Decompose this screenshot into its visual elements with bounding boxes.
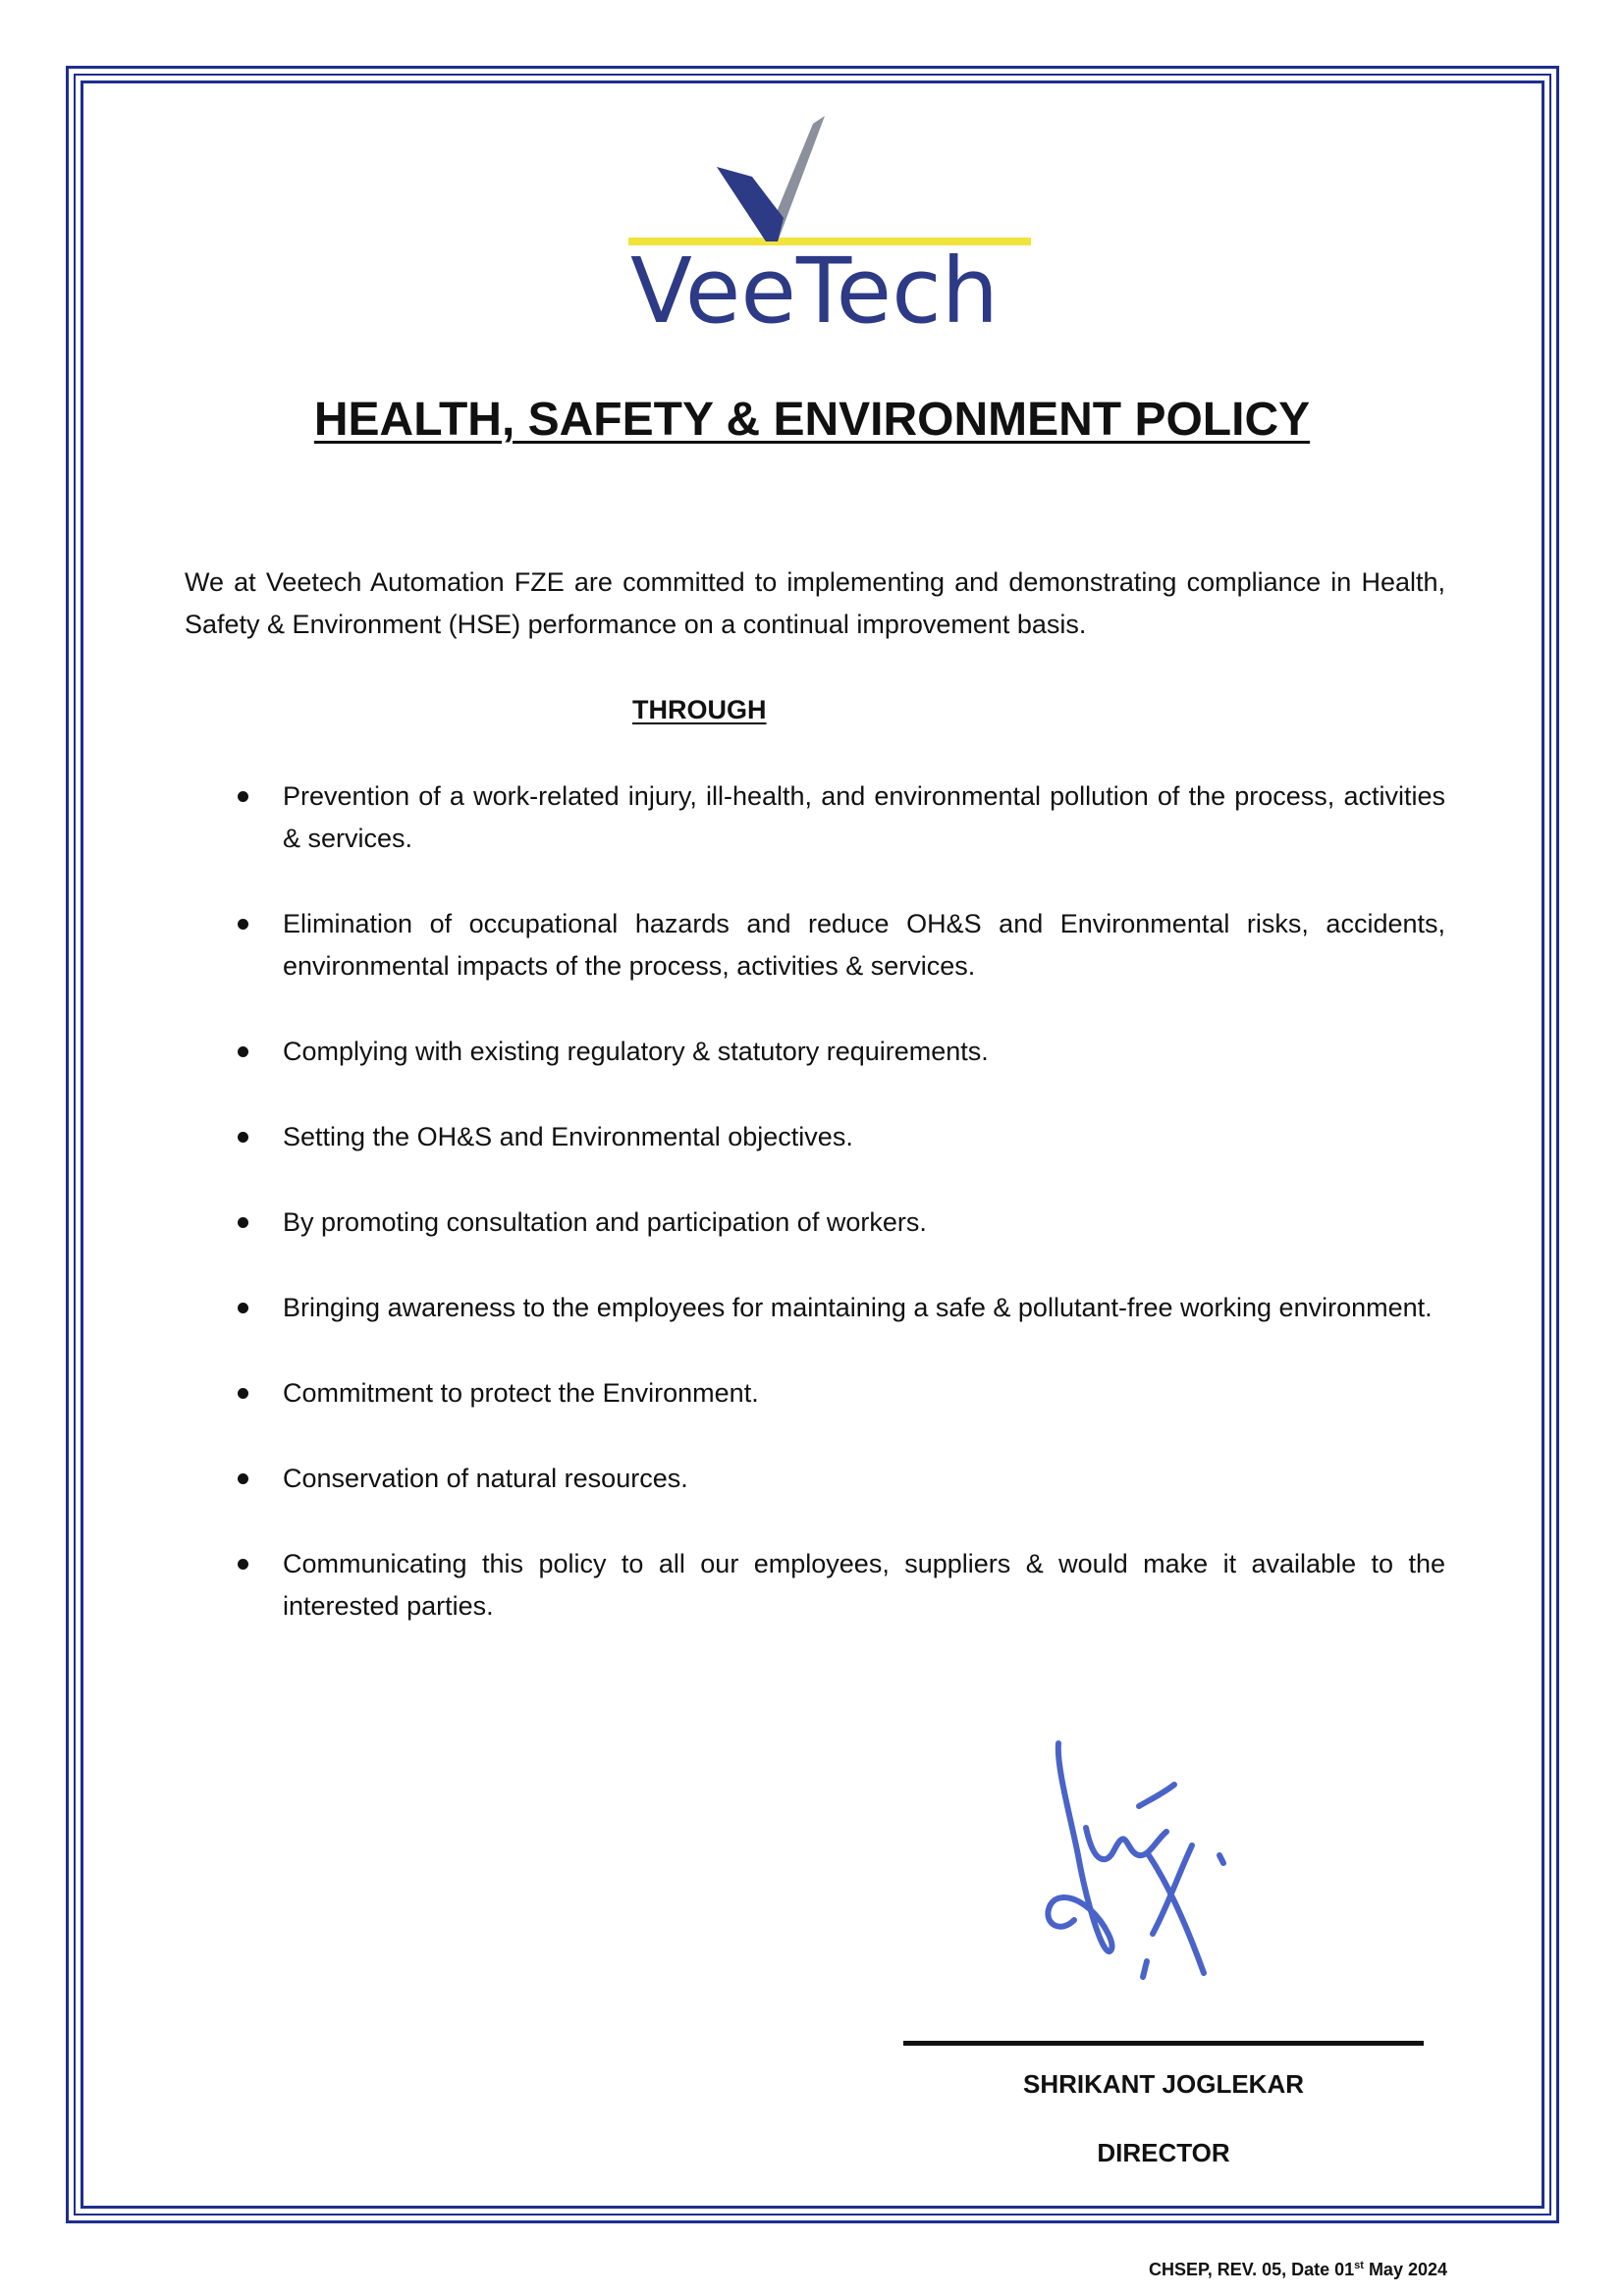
footer-ordinal: st [1354, 2260, 1364, 2271]
veetech-logo [619, 116, 1031, 342]
list-item: Conservation of natural resources. [185, 1458, 1445, 1500]
footer-suffix: May 2024 [1363, 2260, 1447, 2279]
bullet-icon [238, 1217, 248, 1228]
page-title: HEALTH, SAFETY & ENVIRONMENT POLICY [313, 394, 1311, 446]
list-item: Complying with existing regulatory & statutory requirements. [185, 1031, 1445, 1073]
logo-wordmark: VeeTech [630, 239, 1000, 342]
list-item: Commitment to protect the Environment. [185, 1372, 1445, 1415]
signatory-name: SHRIKANT JOGLEKAR [1022, 2069, 1304, 2099]
bullet-icon [238, 791, 248, 802]
signature-line [903, 2041, 1424, 2046]
list-item: Bringing awareness to the employees for maintaining a safe & pollutant-free working environment. [185, 1287, 1445, 1329]
bullet-icon [238, 1388, 248, 1399]
handwritten-signature [1031, 1737, 1276, 1993]
through-heading: THROUGH [632, 695, 767, 724]
policy-bullet-list [185, 775, 1445, 1628]
bullet-icon [238, 919, 248, 930]
list-item: Setting the OH&S and Environmental objectives. [185, 1116, 1445, 1158]
bullet-icon [238, 1473, 248, 1484]
list-item: Communicating this policy to all our employees, suppliers & would make it available to the interested parties. [185, 1543, 1445, 1628]
list-item: Prevention of a work-related injury, ill-health, and environmental pollution of the process, activities & services. [185, 775, 1445, 860]
list-item: Elimination of occupational hazards and reduce OH&S and Environmental risks, accidents, environmental impacts of the process, activities & services. [185, 903, 1445, 988]
signatory-role: DIRECTOR [1097, 2138, 1230, 2167]
bullet-icon [238, 1303, 248, 1313]
list-item: By promoting consultation and participation of workers. [185, 1201, 1445, 1244]
bullet-icon [238, 1132, 248, 1143]
bullet-icon [238, 1046, 248, 1057]
bullet-icon [238, 1559, 248, 1570]
intro-paragraph: We at Veetech Automation FZE are committed to implementing and demonstrating compliance in Health, Safety & Environment (HSE) performance on a continual improvement basis. [185, 567, 1445, 639]
document-reference-footer [1149, 2260, 1447, 2280]
footer-prefix: CHSEP, REV. 05, Date 01 [1149, 2260, 1355, 2279]
